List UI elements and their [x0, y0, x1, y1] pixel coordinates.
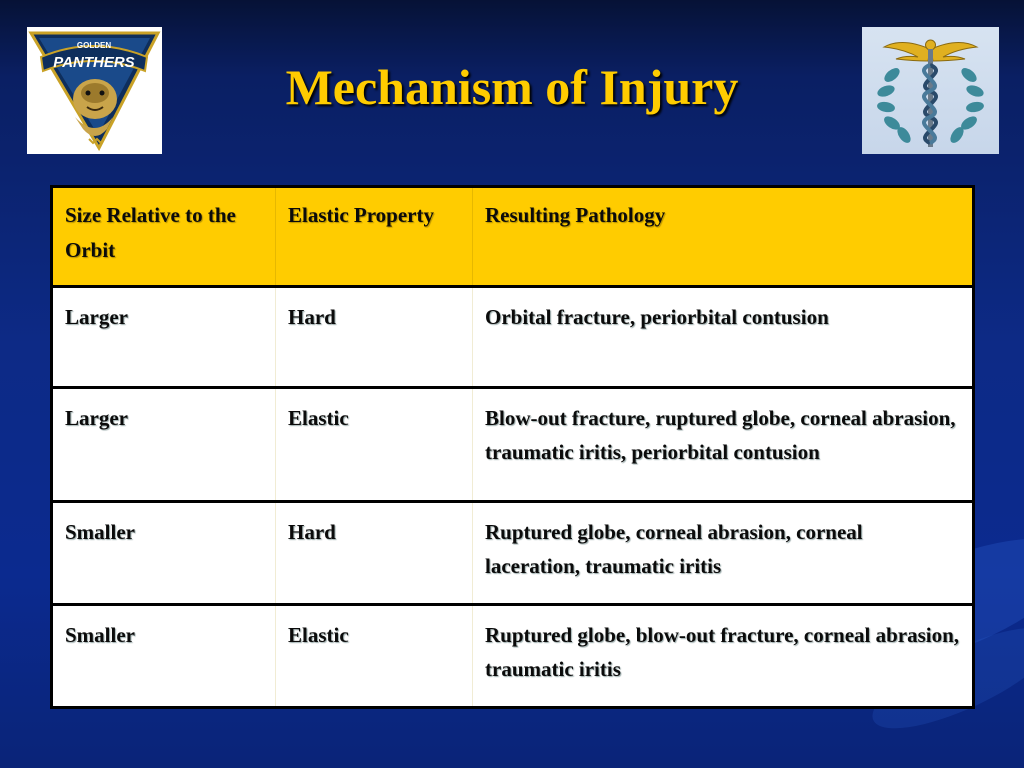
logo-text-top: GOLDEN [76, 41, 112, 50]
caduceus-laurel-logo [862, 27, 999, 154]
injury-mechanism-table [50, 185, 975, 709]
cell-elastic: Hard [276, 501, 473, 604]
cell-pathology: Blow-out fracture, ruptured globe, corneal abrasion, traumatic iritis, periorbital contusion [473, 388, 974, 501]
cell-pathology: Ruptured globe, blow-out fracture, corneal abrasion, traumatic iritis [473, 604, 974, 707]
cell-elastic: Hard [276, 287, 473, 388]
table-header-row [52, 187, 974, 287]
cell-elastic: Elastic [276, 388, 473, 501]
table-row [52, 388, 974, 501]
cell-size: Larger [52, 287, 276, 388]
header-size: Size Relative to the Orbit [52, 187, 276, 287]
header-pathology: Resulting Pathology [473, 187, 974, 287]
table-row [52, 604, 974, 707]
cell-size: Smaller [52, 501, 276, 604]
cell-size: Smaller [52, 604, 276, 707]
table-row [52, 287, 974, 388]
golden-panthers-logo [27, 27, 162, 154]
header-elastic: Elastic Property [276, 187, 473, 287]
cell-pathology: Ruptured globe, corneal abrasion, corneal laceration, traumatic iritis [473, 501, 974, 604]
cell-size: Larger [52, 388, 276, 501]
cell-elastic: Elastic [276, 604, 473, 707]
cell-pathology: Orbital fracture, periorbital contusion [473, 287, 974, 388]
slide-title: Mechanism of Injury [285, 59, 739, 115]
logo-text-main: PANTHERS [53, 54, 135, 71]
table-row [52, 501, 974, 604]
